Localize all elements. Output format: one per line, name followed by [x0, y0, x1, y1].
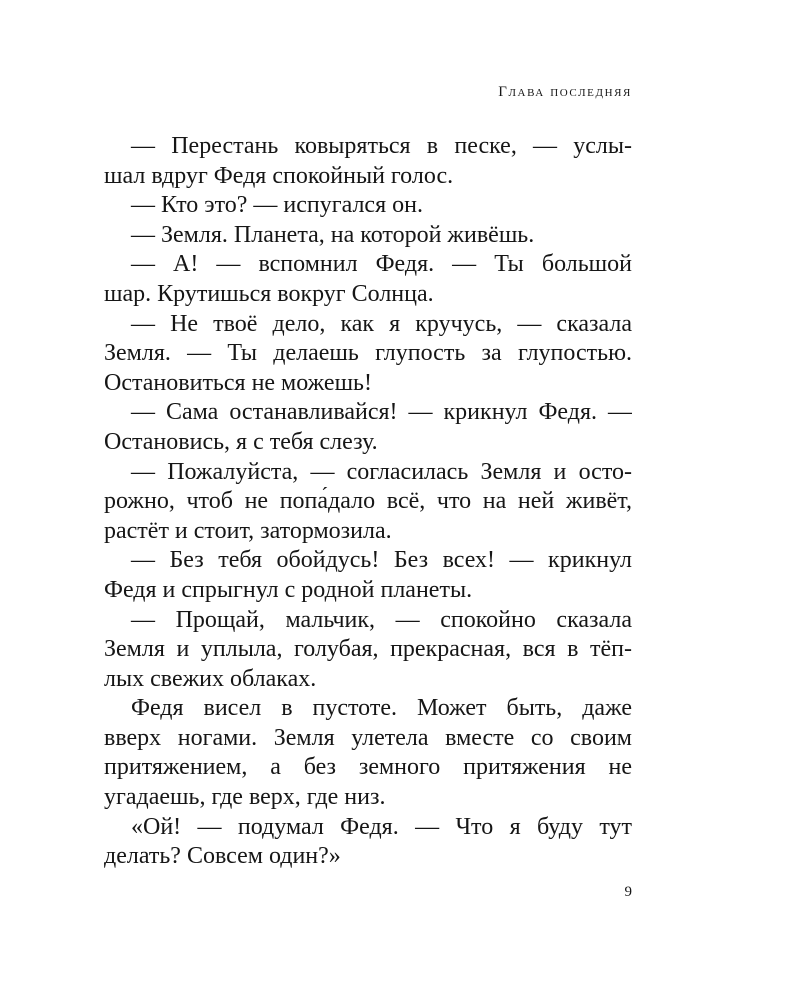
text-body — [104, 132, 632, 872]
text-line: лых свежих облаках. — [104, 665, 317, 692]
text-line: Федя висел в пустоте. Может быть, даже — [131, 695, 632, 722]
text-line: растёт и стоит, затормозила. — [104, 517, 392, 544]
text-line: притяжением, а без земного притяжения не — [104, 754, 632, 781]
text-line: — А! — вспомнил Федя. — Ты большой — [131, 251, 632, 278]
text-line: Земля и уплыла, голубая, прекрасная, вся в тёп- — [104, 636, 632, 663]
text-line: — Кто это? — испугался он. — [131, 192, 423, 219]
text-line: Остановиться не можешь! — [104, 369, 372, 396]
text-line: «Ой! — подумал Федя. — Что я буду тут — [131, 813, 632, 840]
text-line: угадаешь, где верх, где низ. — [104, 784, 386, 811]
text-line: — Земля. Планета, на которой живёшь. — [131, 221, 535, 248]
text-line: — Сама останавливайся! — крикнул Федя. — — [131, 399, 632, 426]
running-header: Глава последняя — [498, 84, 632, 100]
text-line: вверх ногами. Земля улетела вместе со своим — [104, 724, 632, 751]
text-line: — Перестань ковыряться в песке, — услы- — [131, 133, 632, 159]
text-line: шал вдруг Федя спокойный голос. — [104, 162, 454, 189]
text-line: — Пожалуйста, — согласилась Земля и осто- — [131, 458, 632, 485]
text-line: — Без тебя обойдусь! Без всех! — крикнул — [131, 547, 632, 574]
text-line: — Прощай, мальчик, — спокойно сказала — [131, 606, 632, 633]
text-line: делать? Совсем один?» — [104, 843, 341, 870]
text-line: Федя и спрыгнул с родной планеты. — [104, 576, 473, 603]
text-line: — Не твоё дело, как я кручусь, — сказала — [131, 310, 632, 337]
page-number: 9 — [624, 884, 632, 900]
text-line: рожно, чтоб не попа́дало всё, что на ней живёт, — [104, 488, 632, 515]
text-line: Остановись, я с тебя слезу. — [104, 428, 378, 455]
text-line: шар. Крутишься вокруг Солнца. — [104, 280, 434, 307]
text-line: Земля. — Ты делаешь глупость за глупостью. — [104, 340, 632, 367]
